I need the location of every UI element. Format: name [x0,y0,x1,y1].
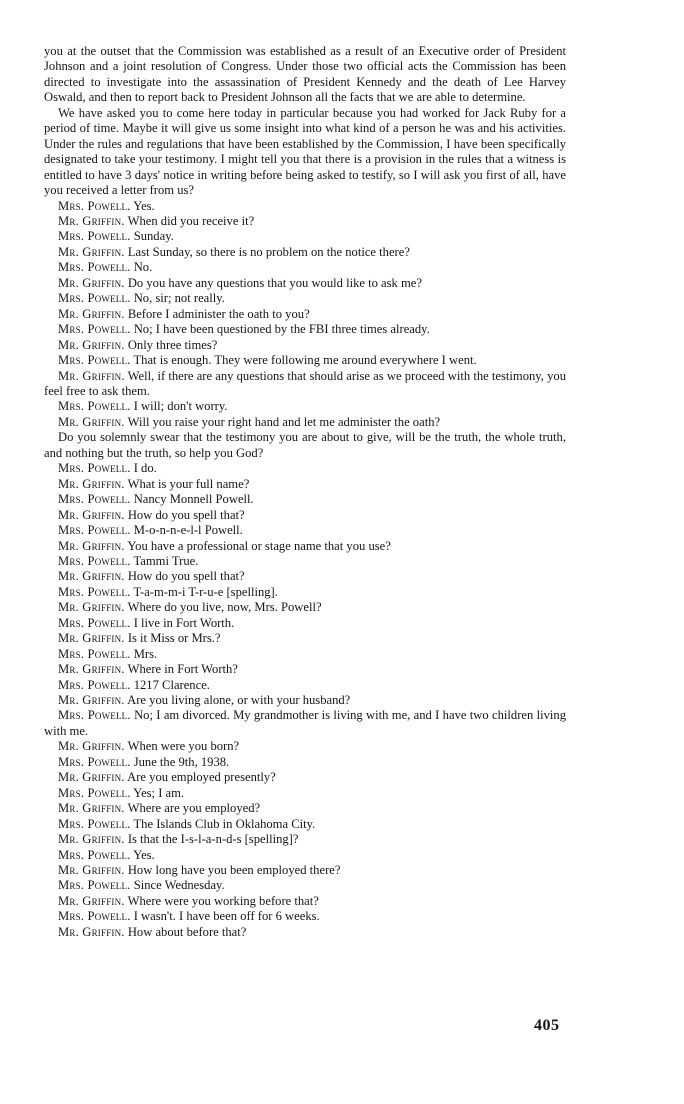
utterance-text: Before I administer the oath to you? [127,306,310,321]
speaker-name: Mr. Griffin. [58,832,125,847]
speaker-name: Mrs. Powell. [58,523,131,538]
dialogue-line [44,415,566,430]
dialogue-line [44,214,566,229]
utterance-text: June the 9th, 1938. [133,754,230,769]
utterance-text: Only three times? [127,337,218,352]
speaker-name: Mr. Griffin. [58,693,125,708]
dialogue-line [44,894,566,909]
speaker-name: Mr. Griffin. [58,414,125,429]
dialogue-line [44,693,566,708]
speaker-name: Mr. Griffin. [58,924,125,939]
dialogue-line [44,616,566,631]
dialogue-line [44,245,566,260]
speaker-name: Mrs. Powell. [58,677,131,692]
utterance-text: Do you solemnly swear that the testimony you are about to give, will be the truth, the whole truth, and nothing but the truth, so help you God? [44,430,566,460]
dialogue-line [44,523,566,538]
dialogue-line [44,508,566,523]
dialogue-line [44,863,566,878]
utterance-text: 1217 Clarence. [133,677,210,692]
utterance-text: Where were you working before that? [127,893,319,908]
speaker-name: Mr. Griffin. [58,801,125,816]
utterance-text: You have a professional or stage name that you use? [127,538,391,553]
utterance-text: Where in Fort Worth? [127,662,238,677]
speaker-name: Mr. Griffin. [58,306,125,321]
utterance-text: Will you raise your right hand and let me administer the oath? [127,414,441,429]
transcript-body [44,44,566,940]
speaker-name: Mr. Griffin. [58,739,125,754]
utterance-text: Yes. [133,198,155,213]
utterance-text: Tammi True. [133,553,199,568]
dialogue-line [44,878,566,893]
utterance-text: Since Wednesday. [133,878,225,893]
speaker-name: Mr. Griffin. [58,275,125,290]
utterance-text: Mrs. [133,646,158,661]
dialogue-line [44,631,566,646]
utterance-text: Where do you live, now, Mrs. Powell? [127,600,322,615]
speaker-name: Mr. Griffin. [58,538,125,553]
speaker-name: Mr. Griffin. [58,863,125,878]
speaker-name: Mrs. Powell. [58,492,131,507]
utterance-text: Do you have any questions that you would like to ask me? [127,275,422,290]
dialogue-line [44,600,566,615]
speaker-name: Mrs. Powell. [58,353,131,368]
dialogue-line [44,492,566,507]
dialogue-line [44,817,566,832]
dialogue-line [44,539,566,554]
utterance-text: No; I am divorced. My grandmother is living with me, and I have two children living with me. [44,708,566,738]
utterance-text: I will; don't worry. [133,399,228,414]
speaker-name: Mr. Griffin. [58,244,125,259]
dialogue-line [44,739,566,754]
utterance-text: How do you spell that? [127,507,245,522]
speaker-name: Mrs. Powell. [58,229,131,244]
utterance-text: T-a-m-m-i T-r-u-e [spelling]. [133,584,278,599]
intro-paragraph: We have asked you to come here today in particular because you had worked for Jack Ruby for a period of time. Maybe it will give us some insight into what kind of a person he was and his activities. Under the rules and regulations that have been established by the Commission, I have been specifically designated to take your testimony. I might tell you that there is a provision in the rules that a witness is entitled to have 3 days' notice in writing before being asked to testify, so I will ask you first of all, have you received a letter from us? [44,105,566,198]
utterance-text: When were you born? [127,739,240,754]
dialogue-line [44,786,566,801]
speaker-name: Mr. Griffin. [58,337,125,352]
utterance-text: Yes. [133,847,155,862]
utterance-text: No; I have been questioned by the FBI three times already. [133,322,430,337]
utterance-text: I do. [133,461,157,476]
dialogue-line [44,199,566,214]
utterance-text: Is that the I-s-l-a-n-d-s [spelling]? [127,832,299,847]
utterance-text: When did you receive it? [127,213,255,228]
dialogue-line [44,554,566,569]
dialogue-line [44,260,566,275]
utterance-text: How do you spell that? [127,569,245,584]
utterance-text: No, sir; not really. [133,291,225,306]
utterance-text: What is your full name? [127,476,250,491]
speaker-name: Mrs. Powell. [58,646,131,661]
dialogue-line [44,477,566,492]
dialogue-line [44,708,566,739]
speaker-name: Mr. Griffin. [58,569,125,584]
speaker-name: Mr. Griffin. [58,476,125,491]
utterance-text: Yes; I am. [133,785,185,800]
utterance-text: Is it Miss or Mrs.? [127,631,221,646]
speaker-name: Mr. Griffin. [58,770,125,785]
dialogue-line [44,338,566,353]
utterance-text: Last Sunday, so there is no problem on the notice there? [127,244,410,259]
utterance-text: How long have you been employed there? [127,863,341,878]
dialogue-line [44,353,566,368]
dialogue-line [44,848,566,863]
speaker-name: Mr. Griffin. [58,631,125,646]
dialogue-line [44,229,566,244]
speaker-name: Mrs. Powell. [58,615,131,630]
dialogue-line [44,399,566,414]
dialogue-line [44,909,566,924]
speaker-name: Mrs. Powell. [58,553,131,568]
dialogue-line [44,291,566,306]
speaker-name: Mrs. Powell. [58,878,131,893]
utterance-text: I live in Fort Worth. [133,615,235,630]
speaker-name: Mrs. Powell. [58,291,131,306]
speaker-name: Mr. Griffin. [58,213,125,228]
dialogue-line [44,662,566,677]
utterance-text: Sunday. [133,229,174,244]
speaker-name: Mr. Griffin. [58,893,125,908]
dialogue-list [44,199,566,941]
utterance-text: No. [133,260,153,275]
dialogue-line [44,430,566,461]
dialogue-line [44,770,566,785]
dialogue-line [44,369,566,400]
intro-paragraph: you at the outset that the Commission was established as a result of an Executive order of President Johnson and a joint resolution of Congress. Under those two official acts the Commission has been directed to investigate into the assassination of President Kennedy and the death of Lee Harvey Oswald, and then to report back to President Johnson all the facts that we are able to determine. [44,44,566,105]
speaker-name: Mrs. Powell. [58,816,131,831]
utterance-text: M-o-n-n-e-l-l Powell. [133,523,243,538]
speaker-name: Mrs. Powell. [58,322,131,337]
utterance-text: The Islands Club in Oklahoma City. [133,816,316,831]
utterance-text: Well, if there are any questions that should arise as we proceed with the testimony, you feel free to ask them. [44,368,567,398]
dialogue-line [44,801,566,816]
dialogue-line [44,755,566,770]
page-number: 405 [534,1017,560,1034]
dialogue-line [44,585,566,600]
dialogue-line [44,925,566,940]
utterance-text: Where are you employed? [127,801,261,816]
utterance-text: Are you living alone, or with your husband? [127,693,351,708]
dialogue-line [44,569,566,584]
speaker-name: Mrs. Powell. [58,785,131,800]
speaker-name: Mr. Griffin. [58,662,125,677]
dialogue-line [44,832,566,847]
speaker-name: Mr. Griffin. [58,600,125,615]
utterance-text: Are you employed presently? [127,770,276,785]
speaker-name: Mr. Griffin. [58,368,125,383]
speaker-name: Mrs. Powell. [58,754,131,769]
dialogue-line [44,322,566,337]
utterance-text: That is enough. They were following me around everywhere I went. [133,353,477,368]
dialogue-line [44,647,566,662]
utterance-text: Nancy Monnell Powell. [133,492,254,507]
dialogue-line [44,461,566,476]
speaker-name: Mrs. Powell. [58,461,131,476]
speaker-name: Mrs. Powell. [58,909,131,924]
dialogue-line [44,307,566,322]
speaker-name: Mrs. Powell. [58,847,131,862]
speaker-name: Mr. Griffin. [58,507,125,522]
utterance-text: I wasn't. I have been off for 6 weeks. [133,909,320,924]
dialogue-line [44,678,566,693]
speaker-name: Mrs. Powell. [58,584,131,599]
speaker-name: Mrs. Powell. [58,399,131,414]
speaker-name: Mrs. Powell. [58,260,131,275]
speaker-name: Mrs. Powell. [58,198,131,213]
speaker-name: Mrs. Powell. [58,708,131,723]
dialogue-line [44,276,566,291]
utterance-text: How about before that? [127,924,247,939]
